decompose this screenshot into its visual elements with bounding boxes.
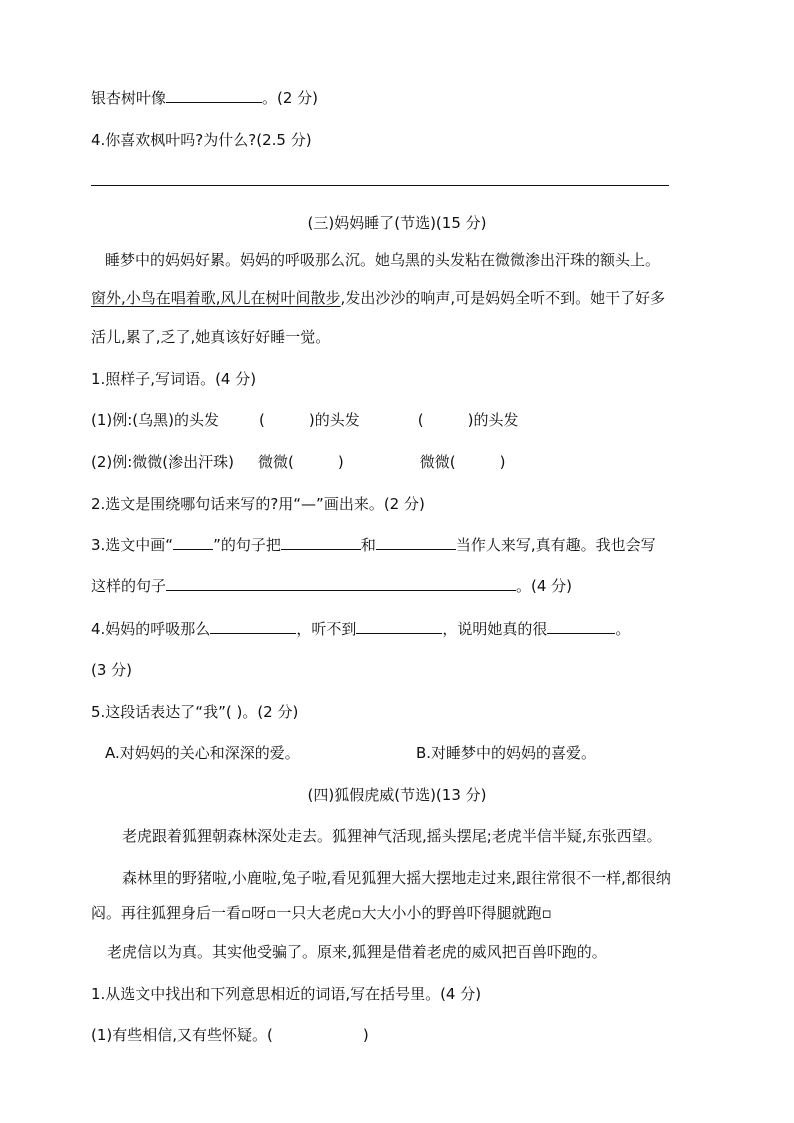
underlined-sentence: 窗外,小鸟在唱着歌,风儿在树叶间散步 xyxy=(91,289,341,307)
question-1-1-row xyxy=(91,410,518,430)
fox-paragraph-1: 老虎跟着狐狸朝森林深处走去。狐狸神气活现,摇头摆尾;老虎半信半疑,东张西望。 xyxy=(122,827,662,845)
q1-1-example: (1)例:(乌黑)的头发 xyxy=(91,411,220,429)
q4-part-c: ，说明她真的很 xyxy=(442,620,548,638)
q1-2-prefix-1: 微微( xyxy=(258,453,294,471)
passage-paragraph-3: 活儿,累了,乏了,她真该好好睡一觉。 xyxy=(91,328,331,346)
q3-prefix: 3.选文中画“ xyxy=(91,536,174,554)
question-4-score: (3 分) xyxy=(91,661,133,679)
q3-mid-1: ”的句子把 xyxy=(213,536,281,554)
q3-sentence-blank[interactable] xyxy=(166,576,516,591)
q1-1-paren-open-2: ( xyxy=(417,411,424,429)
q4-blank-2[interactable] xyxy=(356,619,442,634)
ginkgo-question-line xyxy=(91,88,318,108)
question-4-maple: 4.你喜欢枫叶吗?为什么?(2.5 分) xyxy=(91,131,312,149)
q3-and: 和 xyxy=(360,536,376,554)
q1-1-suffix-2: )的头发 xyxy=(467,411,519,429)
answer-blank[interactable] xyxy=(166,88,262,103)
fox-paragraph-2-line-2: 闷。再往狐狸身后一看▫呀▫一只大老虎▫大大小小的野兽吓得腿就跑▫ xyxy=(91,904,552,922)
question-2: 2.选文是围绕哪句话来写的?用“—”画出来。(2 分) xyxy=(91,495,425,513)
q4-part-a: 4.妈妈的呼吸那么 xyxy=(91,620,211,638)
fox-q1-1-text: (1)有些相信,又有些怀疑。( xyxy=(91,1026,273,1044)
question-1-title: 1.照样子,写词语。(4 分) xyxy=(91,370,257,388)
q4-part-d: 。 xyxy=(615,620,631,638)
q5-option-b[interactable]: B.对睡梦中的妈妈的喜爱。 xyxy=(416,744,597,762)
q3-sentence-prefix: 这样的句子 xyxy=(91,577,167,595)
q1-1-suffix-1: )的头发 xyxy=(308,411,360,429)
q1-2-close-2: ) xyxy=(499,453,506,471)
q1-2-close-1: ) xyxy=(337,453,344,471)
fox-q1-1-close: ) xyxy=(362,1026,369,1044)
question-5: 5.这段话表达了“我”( )。(2 分) xyxy=(91,703,299,721)
q5-option-a[interactable]: A.对妈妈的关心和深深的爱。 xyxy=(105,744,300,762)
question-1-2-row xyxy=(91,452,505,472)
fox-paragraph-3: 老虎信以为真。其实他受骗了。原来,狐狸是借着老虎的威风把百兽吓跑的。 xyxy=(107,943,607,961)
passage-paragraph-2-rest: ,发出沙沙的响声,可是妈妈全听不到。她干了好多 xyxy=(340,289,666,307)
q1-2-prefix-2: 微微( xyxy=(419,453,456,471)
q3-score: 。(4 分) xyxy=(516,577,573,595)
fox-paragraph-2-line-1: 森林里的野猪啦,小鹿啦,兔子啦,看见狐狸大摇大摆地走过来,跟往常很不一样,都很纳 xyxy=(122,869,671,887)
ginkgo-suffix: 。(2 分) xyxy=(262,89,319,107)
ginkgo-prefix: 银杏树叶像 xyxy=(91,89,167,107)
q4-blank-1[interactable] xyxy=(210,619,296,634)
q3-mid-2: 当作人来写,真有趣。我也会写 xyxy=(455,536,656,554)
q1-1-paren-open-1: ( xyxy=(259,411,265,429)
q3-sample-underline xyxy=(173,535,213,550)
passage-paragraph-2 xyxy=(91,288,665,308)
section-title-mama-sleeping: (三)妈妈睡了(节选)(15 分) xyxy=(307,214,487,232)
q3-blank-2[interactable] xyxy=(376,535,456,550)
answer-line[interactable] xyxy=(91,185,669,186)
question-3-line-1 xyxy=(91,535,656,555)
passage-paragraph-1: 睡梦中的妈妈好累。妈妈的呼吸那么沉。她乌黑的头发粘在微微渗出汗珠的额头上。 xyxy=(105,251,661,269)
fox-question-1: 1.从选文中找出和下列意思相近的词语,写在括号里。(4 分) xyxy=(91,985,482,1003)
q3-blank-1[interactable] xyxy=(281,535,361,550)
q4-part-b: ，听不到 xyxy=(296,620,357,638)
question-3-line-2 xyxy=(91,576,572,596)
fox-question-1-1 xyxy=(91,1025,369,1045)
question-4-line xyxy=(91,619,630,639)
q4-blank-3[interactable] xyxy=(547,619,615,634)
section-title-fox-tiger: (四)狐假虎威(节选)(13 分) xyxy=(307,786,487,804)
q1-2-example: (2)例:微微(渗出汗珠) xyxy=(91,453,235,471)
